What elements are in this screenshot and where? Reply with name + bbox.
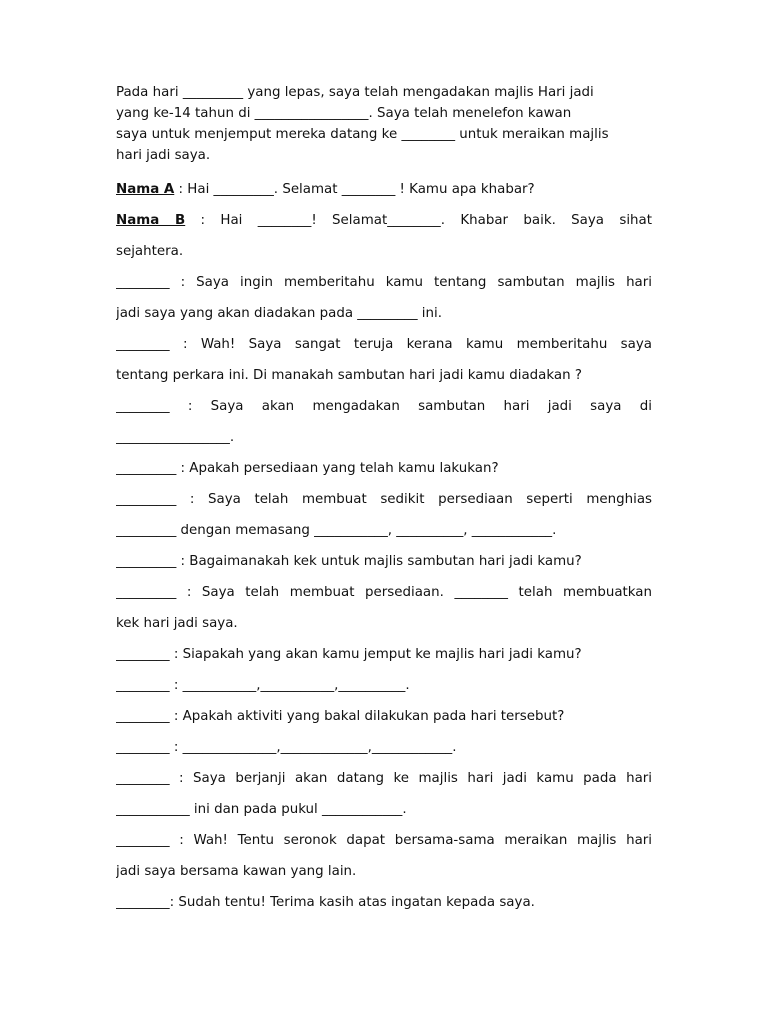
intro-line: yang ke-14 tahun di _________________. Saya telah menelefon kawan [116,106,572,121]
dialogue-line: _________ : Saya telah membuat persediaan. ________ telah membuatkan [116,585,652,600]
worksheet-page [116,82,652,918]
dialogue-line: ________ : Wah! Tentu seronok dapat bersama-sama meraikan majlis hari [116,833,652,848]
dialogue-line: ________: Sudah tentu! Terima kasih atas ingatan kepada saya. [116,895,535,910]
intro-line: hari jadi saya. [116,148,211,163]
dialogue-text: : Hai _________. Selamat ________ ! Kamu apa khabar? [174,182,535,197]
dialogue-line: _________________. [116,430,235,445]
dialogue-line-a [116,174,652,205]
dialogue-section [116,174,652,918]
dialogue-line: ___________ ini dan pada pukul ____________. [116,802,407,817]
dialogue-line: ________ : ___________,___________,__________. [116,678,410,693]
speaker-b-label: Nama B [116,213,186,228]
dialogue-line: ________ : Apakah aktiviti yang bakal dilakukan pada hari tersebut? [116,709,565,724]
dialogue-text: : Hai ________! Selamat________. Khabar baik. Saya sihat [185,213,652,228]
dialogue-line: sejahtera. [116,244,184,259]
dialogue-line: _________ dengan memasang ___________, __________, ____________. [116,523,557,538]
dialogue-line: tentang perkara ini. Di manakah sambutan hari jadi kamu diadakan ? [116,368,582,383]
intro-line: Pada hari _________ yang lepas, saya telah mengadakan majlis Hari jadi [116,85,594,100]
speaker-a-label: Nama A [116,182,175,197]
intro-line: saya untuk menjemput mereka datang ke ________ untuk meraikan majlis [116,127,609,142]
dialogue-line: ________ : Siapakah yang akan kamu jemput ke majlis hari jadi kamu? [116,647,582,662]
dialogue-line: ________ : Wah! Saya sangat teruja kerana kamu memberitahu saya [116,337,652,352]
dialogue-line: _________ : Apakah persediaan yang telah kamu lakukan? [116,461,499,476]
dialogue-line: ________ : Saya ingin memberitahu kamu tentang sambutan majlis hari [116,275,652,290]
dialogue-line: ________ : Saya akan mengadakan sambutan hari jadi saya di [116,399,652,414]
dialogue-line: _________ : Bagaimanakah kek untuk majlis sambutan hari jadi kamu? [116,554,582,569]
dialogue-line: ________ : ______________,_____________,____________. [116,740,457,755]
dialogue-line: jadi saya bersama kawan yang lain. [116,864,357,879]
dialogue-line: kek hari jadi saya. [116,616,238,631]
paragraph-gap [116,166,652,174]
dialogue-line: jadi saya yang akan diadakan pada _________ ini. [116,306,442,321]
dialogue-line: ________ : Saya berjanji akan datang ke majlis hari jadi kamu pada hari [116,771,652,786]
dialogue-line: _________ : Saya telah membuat sedikit persediaan seperti menghias [116,492,652,507]
dialogue-line-b [116,205,652,236]
intro-paragraph [116,82,652,166]
